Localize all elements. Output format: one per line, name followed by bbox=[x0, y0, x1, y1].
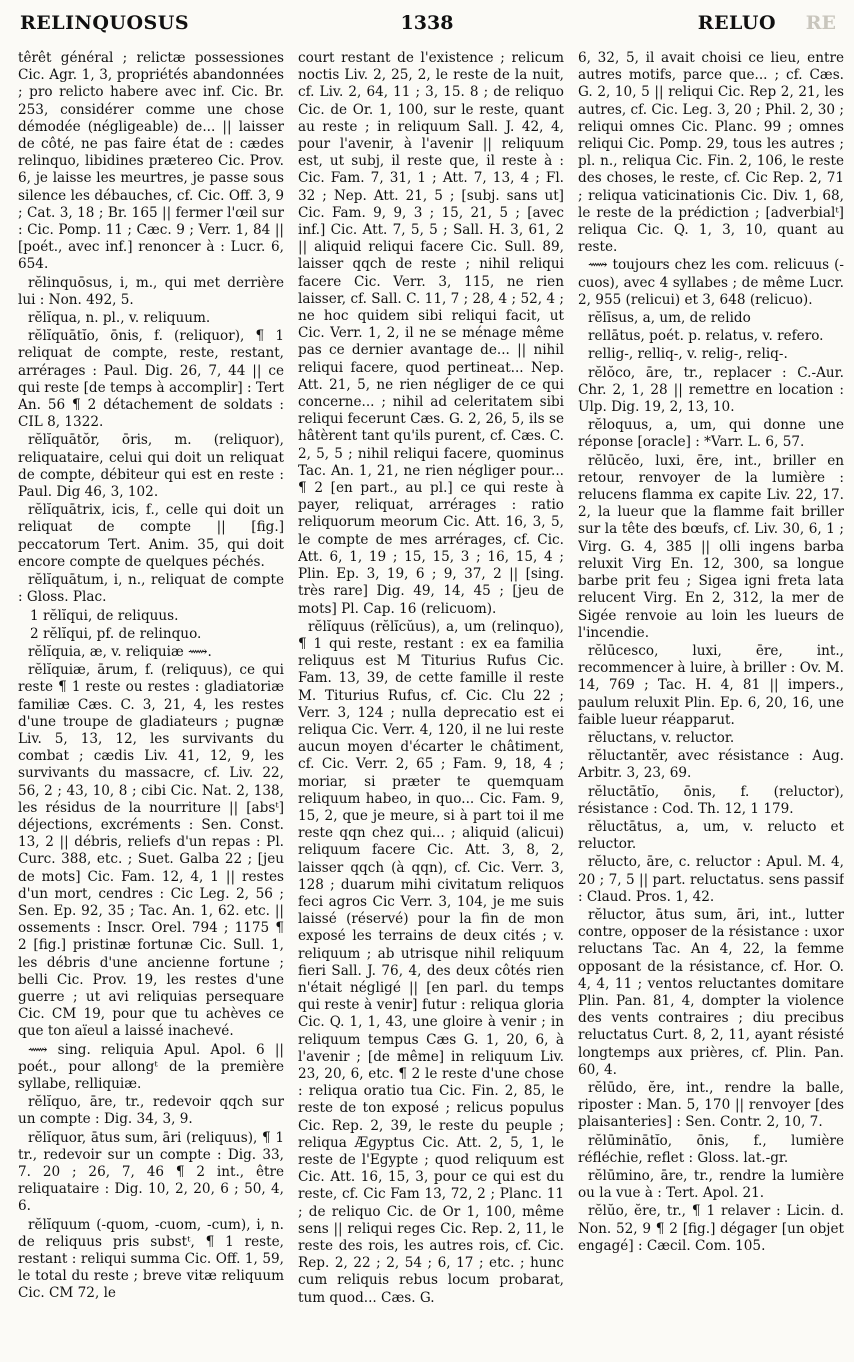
dictionary-entry: 6, 32, 5, il avait choisi ce lieu, entre autres motifs, parce que... ; cf. Cæs. G. 2, 10, 5 || reliqui Cic. Rep 2, 21, les autres, cf. Cic. Leg. 3, 20 ; Phil. 2, 30 ; reliqui omnes Cic. Planc. 99 ; omnes reliqui Cic. Pomp. 29, tous les autres ; pl. n., reliqua Cic. Fin. 2, 106, le reste des choses, le reste, cf. Cic Rep. 2, 71 ; reliqua vaticinationis Cic. Div. 1, 68, le reste de la prédiction ; [adverbialᵗ] reliqua Cic. Q. 1, 3, 10, quant au reste. bbox=[578, 50, 844, 256]
dictionary-entry: têrêt général ; relictæ possessiones Cic. Agr. 1, 3, propriétés abandonnées ; pro relicto habere avec inf. Cic. Br. 253, considérer comme une chose démodée (négligeable) de... || laisser de côté, ne pas faire état de : cædes relinquo, libidines prætereo Cic. Prov. 6, je laisse les meurtres, je passe sous silence les débauches, cf. Cic. Off. 3, 9 ; Cat. 3, 18 ; Br. 165 || fermer l'œil sur : Cic. Pomp. 11 ; Cæc. 9 ; Verr. 1, 84 || [poét., avec inf.] renoncer à : Lucr. 6, 654. bbox=[18, 50, 284, 273]
dictionary-entry: rĕlĭquor, ātus sum, āri (reliquus), ¶ 1 tr., redevoir sur un compte : Dig. 33, 7. 20 ; 26, 7, 46 ¶ 2 int., être reliquataire : Dig. 10, 2, 20, 6 ; 50, 4, 6. bbox=[18, 1129, 284, 1215]
dictionary-entry: rĕlĭquātum, i, n., reliquat de compte : Gloss. Plac. bbox=[18, 572, 284, 606]
dictionary-entry: rĕlucto, āre, c. reluctor : Apul. M. 4, 20 ; 7, 5 || part. reluctatus. sens passif : Claud. Pros. 1, 42. bbox=[578, 854, 844, 905]
dictionary-columns bbox=[18, 50, 842, 1354]
dictionary-entry: rellātus, poét. p. relatus, v. refero. bbox=[588, 328, 824, 345]
dictionary-entry: rĕlĭquātrix, icis, f., celle qui doit un reliquat de compte || [fig.] peccatorum Tert. Anim. 35, qui doit encore compte de quelques péchés. bbox=[18, 502, 284, 570]
page-number: 1338 bbox=[400, 12, 454, 34]
dictionary-entry: rĕlūminātĭo, ōnis, f., lumière réfléchie, reflet : Gloss. lat.-gr. bbox=[578, 1132, 844, 1166]
running-header bbox=[18, 12, 836, 42]
header-first-word: RELINQUOSUS bbox=[20, 12, 190, 34]
dictionary-entry: 2 rĕlĭqui, pf. de relinquo. bbox=[30, 625, 202, 642]
dictionary-entry: court restant de l'existence ; relicum noctis Liv. 2, 25, 2, le reste de la nuit, cf. Liv. 2, 64, 11 ; 3, 15. 8 ; de reliquo Cic. de Or. 1, 100, sur le reste, quant au reste ; in reliquum Sall. J. 42, 4, pour l'avenir, à l'avenir || reliquum est, ut subj, il reste que, il reste à : Cic. Fam. 7, 31, 1 ; Att. 7, 13, 4 ; Fl. 32 ; Nep. Att. 21, 5 ; [subj. sans ut] Cic. Fam. 9, 9, 3 ; 15, 21, 5 ; [avec inf.] Cic. Att. 7, 5, 5 ; Sall. H. 3, 61, 2 || aliquid reliqui facere Cic. Sull. 89, laisser qqch de reste ; nihil reliqui facere Cic. Verr. 3, 115, ne rien laisser, cf. Sall. C. 11, 7 ; 28, 4 ; 52, 4 ; ne hoc quidem sibi reliqui facit, ut Cic. Verr. 1, 2, il ne se ménage même pas ce dernier avantage de... || nihil reliqui facere, quod pertineat... Nep. Att. 21, 5, ne rien négliger de ce qui concerne... ; nihil ad celeritatem sibi reliqui fecerunt Cæs. G. 2, 26, 5, ils se hâtèrent tant qu'ils purent, cf. Cæs. C. 2, 5, 5 ; nihil reliqui facere, quominus Tac. An. 1, 21, ne rien négliger pour... ¶ 2 [en part., au pl.] ce qui reste à payer, reliquat, arrérages : ratio reliquorum meorum Cic. Att. 16, 3, 5, le compte de mes arrérages, cf. Cic. Att. 6, 1, 19 ; 15, 15, 3 ; 16, 15, 4 ; Plin. Ep. 3, 19, 6 ; 9, 37, 2 || [sing. très rare] Dig. 49, 14, 45 ; [jeu de mots] Pl. Cap. 16 (relicuom). bbox=[298, 50, 564, 617]
dictionary-entry: rĕluctātus, a, um, v. relucto et reluctor. bbox=[578, 818, 844, 853]
dictionary-entry: rĕlŏco, āre, tr., replacer : C.-Aur. Chr. 2, 1, 28 || remettre en location : Ulp. Dig. 19, 2, 13, 10. bbox=[578, 364, 844, 416]
dictionary-entry: rĕlŭo, ĕre, tr., ¶ 1 relaver : Licin. d. Non. 52, 9 ¶ 2 [fig.] dégager [un objet engagé] : Cæcil. Com. 105. bbox=[578, 1203, 844, 1254]
dictionary-entry: ⟿ toujours chez les com. relicuus (-cuos), avec 4 syllabes ; de même Lucr. 2, 955 (relicui) et 3, 648 (relicuo). bbox=[578, 257, 844, 308]
dictionary-entry: rĕlĭquus (rĕlĭcŭus), a, um (relinquo), ¶ 1 qui reste, restant : ex ea familia reliquus est M Titurius Rufus Cic. Fam. 13, 39, de cette famille il reste M. Titurius Rufus, cf. Cic. Clu 22 ; Verr. 3, 124 ; nulla deprecatio est ei reliqua Cic. Verr. 4, 120, il ne lui reste aucun moyen d'écarter le châtiment, cf. Cic. Verr. 2, 65 ; Fam. 9, 18, 4 ; moriar, si præter te quemquam reliquum habeo, in quo... Cic. Fam. 9, 15, 2, que je meure, si à part toi il me reste qqn chez qui... ; aliquid (alicui) reliquum facere Cic. Att. 3, 8, 2, laisser qqch (à qqn), cf. Cic. Verr. 3, 128 ; duarum mihi civitatum reliquos feci agros Cic Verr. 3, 104, je me suis laissé (réservé) pour la fin de mon exposé les terrains de deux cités ; v. reliquum ; ab utrisque nihil reliquum fieri Sall. J. 76, 4, des deux côtés rien n'était négligé || [en parl. du temps qui reste à venir] futur : reliqua gloria Cic. Q. 1, 1, 43, une gloire à venir ; in reliquum tempus Cæs G. 1, 20, 6, à l'avenir ; [de même] in reliquum Liv. 23, 20, 6, etc. ¶ 2 le reste d'une chose : reliqua oratio tua Cic. Fin. 2, 85, le reste de ton exposé ; relicus populus Cic. Rep. 2, 39, le reste du peuple ; reliqua Ægyptus Cic. Att. 2, 5, 1, le reste de l'Egypte ; quod reliquum est Cic. Att. 16, 15, 3, pour ce qui est du reste, cf. Cic Fam 13, 72, 2 ; Planc. 11 ; de reliquo Cic. de Or 1, 100, même sens || reliqui reges Cic. Rep. 2, 11, le reste des rois, les autres rois, cf. Cic. Rep. 2, 22 ; 2, 54 ; 6, 17 ; etc. ; hunc cum reliquis rebus locum probarat, tum quod... Cæs. G. bbox=[298, 618, 564, 1306]
bleed-through-text: RE bbox=[805, 12, 836, 34]
dictionary-entry: rĕlūdo, ĕre, int., rendre la balle, riposter : Man. 5, 170 || renvoyer [des plaisanteries] : Sen. Contr. 2, 10, 7. bbox=[578, 1079, 844, 1131]
dictionary-entry: 1 rĕlĭqui, de reliquus. bbox=[30, 607, 179, 624]
dictionary-entry: rĕlīsus, a, um, de relido bbox=[588, 310, 751, 327]
dictionary-entry: rĕlĭquātĭo, ōnis, f. (reliquor), ¶ 1 reliquat de compte, reste, restant, arrérages : Paul. Dig. 26, 7, 44 || ce qui reste [de temps à accomplir] : Tert An. 56 ¶ 2 détachement de soldats : CIL 8, 1322. bbox=[18, 328, 284, 431]
dictionary-entry: rĕluctans, v. reluctor. bbox=[588, 729, 735, 746]
dictionary-entry: rĕlĭquum (-quom, -cuom, -cum), i, n. de reliquus pris substᵗ, ¶ 1 reste, restant : reliqui summa Cic. Off. 1, 59, le total du reste ; breve vitæ reliquum Cic. CM 72, le bbox=[18, 1216, 284, 1302]
column-2 bbox=[298, 50, 564, 1354]
header-last-word: RELUO bbox=[697, 12, 776, 34]
dictionary-entry: rĕlĭquia, æ, v. reliquiæ ⟿. bbox=[28, 643, 212, 660]
dictionary-entry: rĕlĭquātŏr, ōris, m. (reliquor), reliquataire, celui qui doit un reliquat de compte, débiteur qui est en reste : Paul. Dig 46, 3, 102. bbox=[18, 432, 284, 501]
dictionary-entry: rĕlūcĕo, luxi, ēre, int., briller en retour, renvoyer de la lumière : relucens flamma ex capite Liv. 22, 17. 2, la lueur que la flamme fait briller sur la tête des bœufs, cf. Liv. 30, 6, 1 ; Virg. G. 4, 385 || olli ingens barba reluxit Virg En. 12, 300, sa longue barbe prit feu ; Sigea igni freta lata relucent Virg. En 2, 312, la mer de Sigée renvoie au loin les lueurs de l'incendie. bbox=[578, 452, 844, 641]
dictionary-entry: rellig-, relliq-, v. relig-, reliq-. bbox=[588, 346, 788, 363]
dictionary-entry: rĕlĭqua, n. pl., v. reliquum. bbox=[28, 310, 211, 327]
dictionary-entry: rĕlĭquiæ, ārum, f. (reliquus), ce qui reste ¶ 1 reste ou restes : gladiatoriæ familiæ Cæs. C. 3, 21, 4, les restes d'une troupe de gladiateurs ; pugnæ Liv. 5, 13, 12, les survivants du combat ; cædis Liv. 41, 12, 9, les survivants du massacre, cf. Liv. 22, 56, 2 ; 43, 10, 8 ; cibi Cic. Nat. 2, 138, les résidus de la nourriture || [absᵗ] déjections, excréments : Sen. Const. 13, 2 || débris, reliefs d'un repas : Pl. Curc. 388, etc. ; Suet. Galba 22 ; [jeu de mots] Cic. Fam. 12, 4, 1 || restes d'un mort, cendres : Cic Leg. 2, 56 ; Sen. Ep. 92, 35 ; Tac. An. 1, 62. etc. || ossements : Inscr. Orel. 794 ; 1175 ¶ 2 [fig.] pristinæ fortunæ Cic. Sull. 1, les débris d'une ancienne fortune ; belli Cic. Prov. 19, les restes d'une guerre ; ut avi reliquias persequare Cic. CM 19, pour que tu achèves ce que ton aïeul a laissé inachevé. bbox=[18, 662, 284, 1040]
dictionary-entry: rĕlūcesco, luxi, ēre, int., recommencer à luire, à briller : Ov. M. 14, 769 ; Tac. H. 4, 81 || impers., paulum reluxit Plin. Ep. 6, 20, 16, une faible lueur réapparut. bbox=[578, 642, 844, 728]
dictionary-entry: rĕlūmino, āre, tr., rendre la lumière ou la vue à : Tert. Apol. 21. bbox=[578, 1168, 844, 1202]
column-1 bbox=[18, 50, 284, 1354]
dictionary-entry: rĕlinquōsus, i, m., qui met derrière lui : Non. 492, 5. bbox=[18, 274, 284, 308]
dictionary-entry: rĕlĭquo, āre, tr., redevoir qqch sur un compte : Dig. 34, 3, 9. bbox=[18, 1094, 284, 1128]
dictionary-entry: rĕluctantĕr, avec résistance : Aug. Arbitr. 3, 23, 69. bbox=[578, 748, 844, 782]
column-3 bbox=[578, 50, 844, 1354]
dictionary-entry: rĕloquus, a, um, qui donne une réponse [oracle] : *Varr. L. 6, 57. bbox=[578, 417, 844, 451]
dictionary-entry: rĕluctātĭo, ōnis, f. (reluctor), résistance : Cod. Th. 12, 1 179. bbox=[578, 783, 844, 817]
dictionary-entry: ⟿ sing. reliquia Apul. Apol. 6 || poét., pour allongᵗ de la première syllabe, relliquiæ. bbox=[18, 1041, 284, 1092]
dictionary-entry: rĕluctor, ātus sum, āri, int., lutter contre, opposer de la résistance : uxor reluctans Tac. An 4, 22, la femme opposant de la résistance, cf. Hor. O. 4, 4, 11 ; ventos reluctantes domitare Plin. Pan. 81, 4, dompter la violence des vents contraires ; diu precibus reluctatus Curt. 8, 2, 11, ayant résisté longtemps aux prières, cf. Plin. Pan. 60, 4. bbox=[578, 906, 844, 1078]
